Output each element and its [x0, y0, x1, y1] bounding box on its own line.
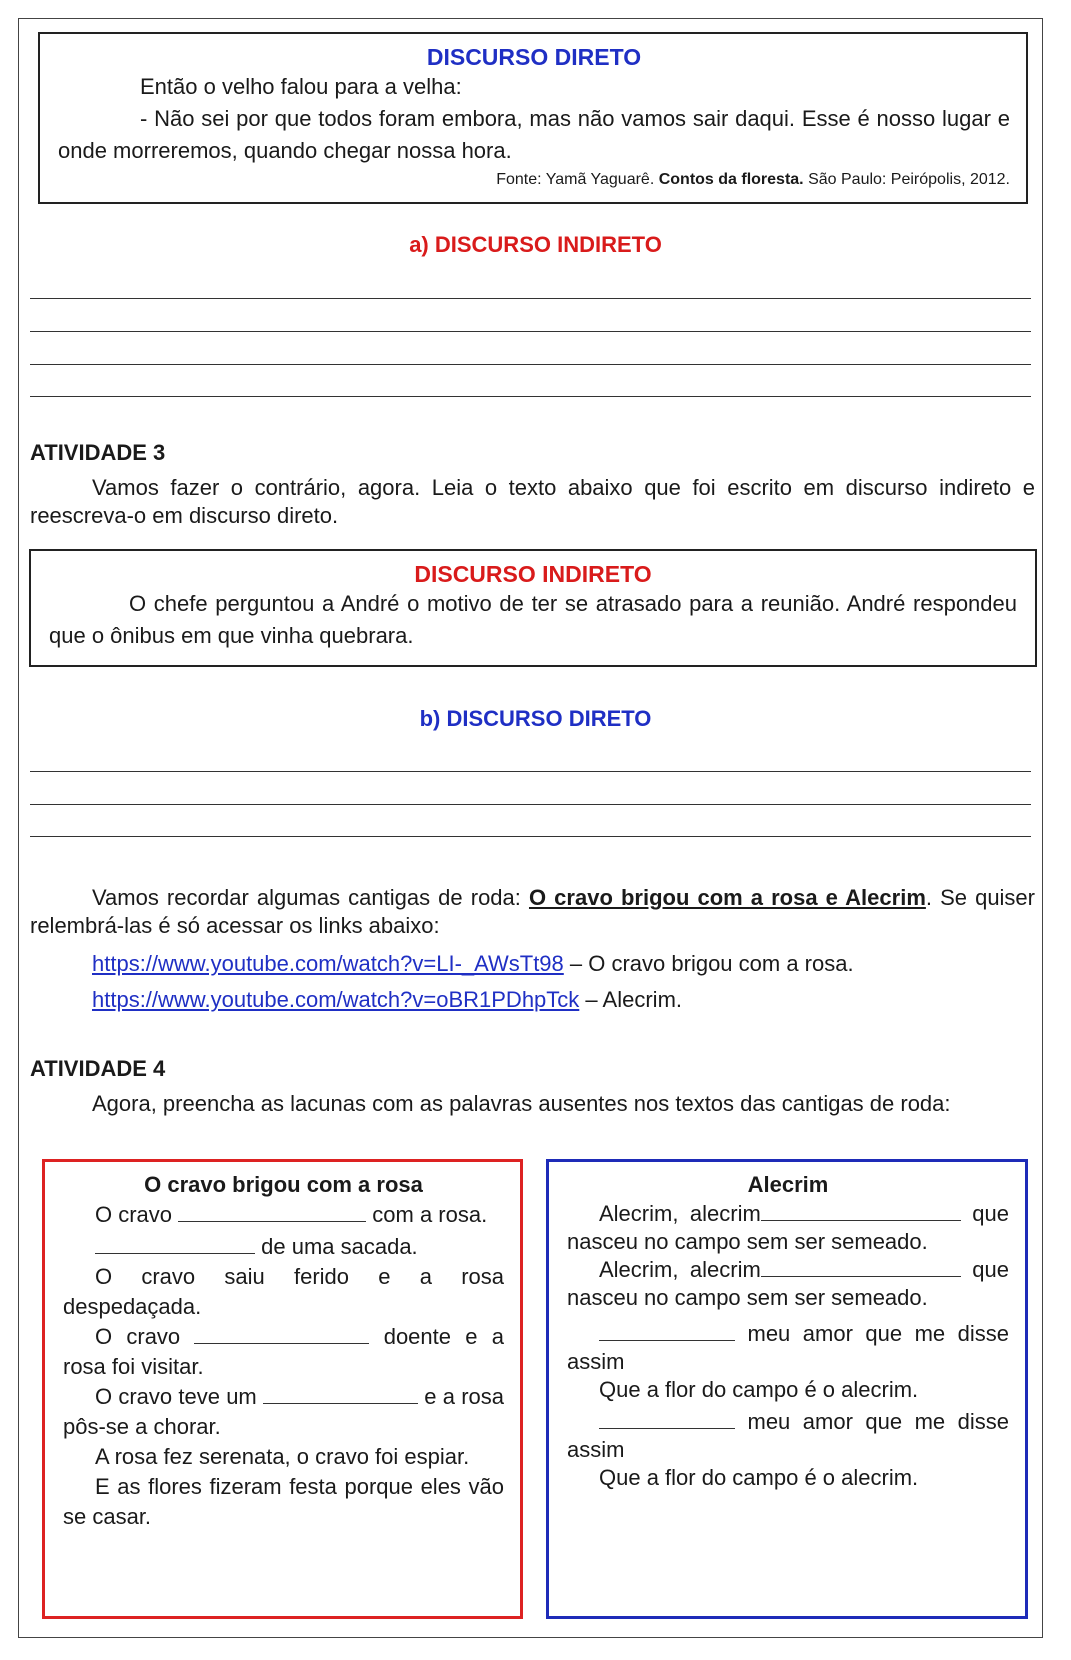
activity-4-heading: ATIVIDADE 4 [30, 1056, 166, 1081]
lyric-line: Que a flor do campo é o alecrim. [599, 1465, 919, 1490]
direct-speech-line2: - Não sei por que todos foram embora, mas não vamos sair daqui. Esse é nosso lugar e onde morreremos, quando chegar nossa hora. [58, 106, 1010, 163]
answer-line[interactable] [30, 331, 1031, 332]
source-prefix: Fonte: Yamã Yaguarê. [496, 171, 655, 188]
direct-speech-box [38, 32, 1028, 204]
blank-field[interactable] [761, 1202, 961, 1221]
source-citation [58, 171, 1010, 189]
activity-4-text: Agora, preencha as lacunas com as palavras ausentes nos textos das cantigas de roda: [92, 1091, 951, 1116]
activity-3-text: Vamos fazer o contrário, agora. Leia o texto abaixo que foi escrito em discurso indireto e reescreva-o em discurso direto. [30, 475, 1035, 528]
lyric-line: meu amor que me disse assim [567, 1409, 1009, 1462]
blank-field[interactable] [761, 1258, 961, 1277]
lyric-line: Que a flor do campo é o alecrim. [599, 1377, 919, 1402]
lyric-line: de uma sacada. [63, 1232, 504, 1262]
song-alecrim-box [546, 1159, 1028, 1619]
song-cravo-title: O cravo brigou com a rosa [144, 1172, 423, 1197]
blank-field[interactable] [599, 1410, 735, 1429]
lyric-line: Alecrim, alecrim que nasceu no campo sem ser semeado. [567, 1201, 1009, 1254]
lyric-line: O cravo doente e a rosa foi visitar. [63, 1324, 504, 1379]
answer-line[interactable] [30, 364, 1031, 365]
direct-speech-line1: Então o velho falou para a velha: [140, 74, 462, 99]
indirect-speech-text: O chefe perguntou a André o motivo de ter se atrasado para a reunião. André respondeu que o ônibus em que vinha quebrara. [49, 591, 1017, 648]
activity-3-heading: ATIVIDADE 3 [30, 440, 166, 465]
blank-field[interactable] [263, 1385, 418, 1404]
recall-paragraph [30, 884, 1035, 940]
link-row-1 [92, 948, 854, 980]
lyric-line: Alecrim, alecrim que nasceu no campo sem ser semeado. [567, 1257, 1009, 1310]
answer-b-label: b) DISCURSO DIRETO [419, 706, 652, 731]
link2-description: – Alecrim. [585, 987, 683, 1012]
lyric-line: meu amor que me disse assim [567, 1321, 1009, 1374]
youtube-link-alecrim[interactable]: https://www.youtube.com/watch?v=oBR1PDhpTck [92, 987, 580, 1012]
indirect-speech-box [29, 549, 1037, 667]
song-alecrim-title: Alecrim [747, 1172, 829, 1197]
lyric-line: O cravo saiu ferido e a rosa despedaçada. [63, 1264, 504, 1319]
answer-a-label: a) DISCURSO INDIRETO [409, 232, 662, 257]
blank-field[interactable] [194, 1325, 369, 1344]
answer-line[interactable] [30, 836, 1031, 837]
blank-field[interactable] [178, 1203, 366, 1222]
answer-line[interactable] [30, 396, 1031, 397]
link1-description: – O cravo brigou com a rosa. [569, 951, 854, 976]
source-suffix: São Paulo: Peirópolis, 2012. [808, 171, 1010, 188]
recall-songs: O cravo brigou com a rosa e Alecrim [528, 885, 926, 910]
recall-suffix: . Se quiser relembrá-las é só acessar os links abaixo: [30, 885, 1035, 938]
song-alecrim-lyrics [567, 1200, 1009, 1492]
recall-prefix: Vamos recordar algumas cantigas de roda: [92, 885, 521, 910]
song-cravo-box [42, 1159, 523, 1619]
lyric-line: A rosa fez serenata, o cravo foi espiar. [95, 1444, 470, 1469]
answer-line[interactable] [30, 298, 1031, 299]
indirect-speech-title: DISCURSO INDIRETO [414, 561, 652, 587]
direct-speech-title: DISCURSO DIRETO [426, 44, 642, 70]
lyric-line: E as flores fizeram festa porque eles vão se casar. [63, 1474, 504, 1529]
lyric-line: O cravo com a rosa. [95, 1202, 488, 1227]
song-cravo-lyrics [63, 1200, 504, 1532]
lyric-line: O cravo teve um e a rosa pôs-se a chorar. [63, 1384, 505, 1439]
blank-field[interactable] [95, 1235, 255, 1254]
answer-line[interactable] [30, 804, 1031, 805]
blank-field[interactable] [599, 1322, 735, 1341]
youtube-link-cravo[interactable]: https://www.youtube.com/watch?v=LI-_AWsTt98 [92, 951, 564, 976]
source-title: Contos da floresta. [658, 171, 804, 188]
answer-line[interactable] [30, 771, 1031, 772]
link-row-2 [92, 984, 682, 1016]
